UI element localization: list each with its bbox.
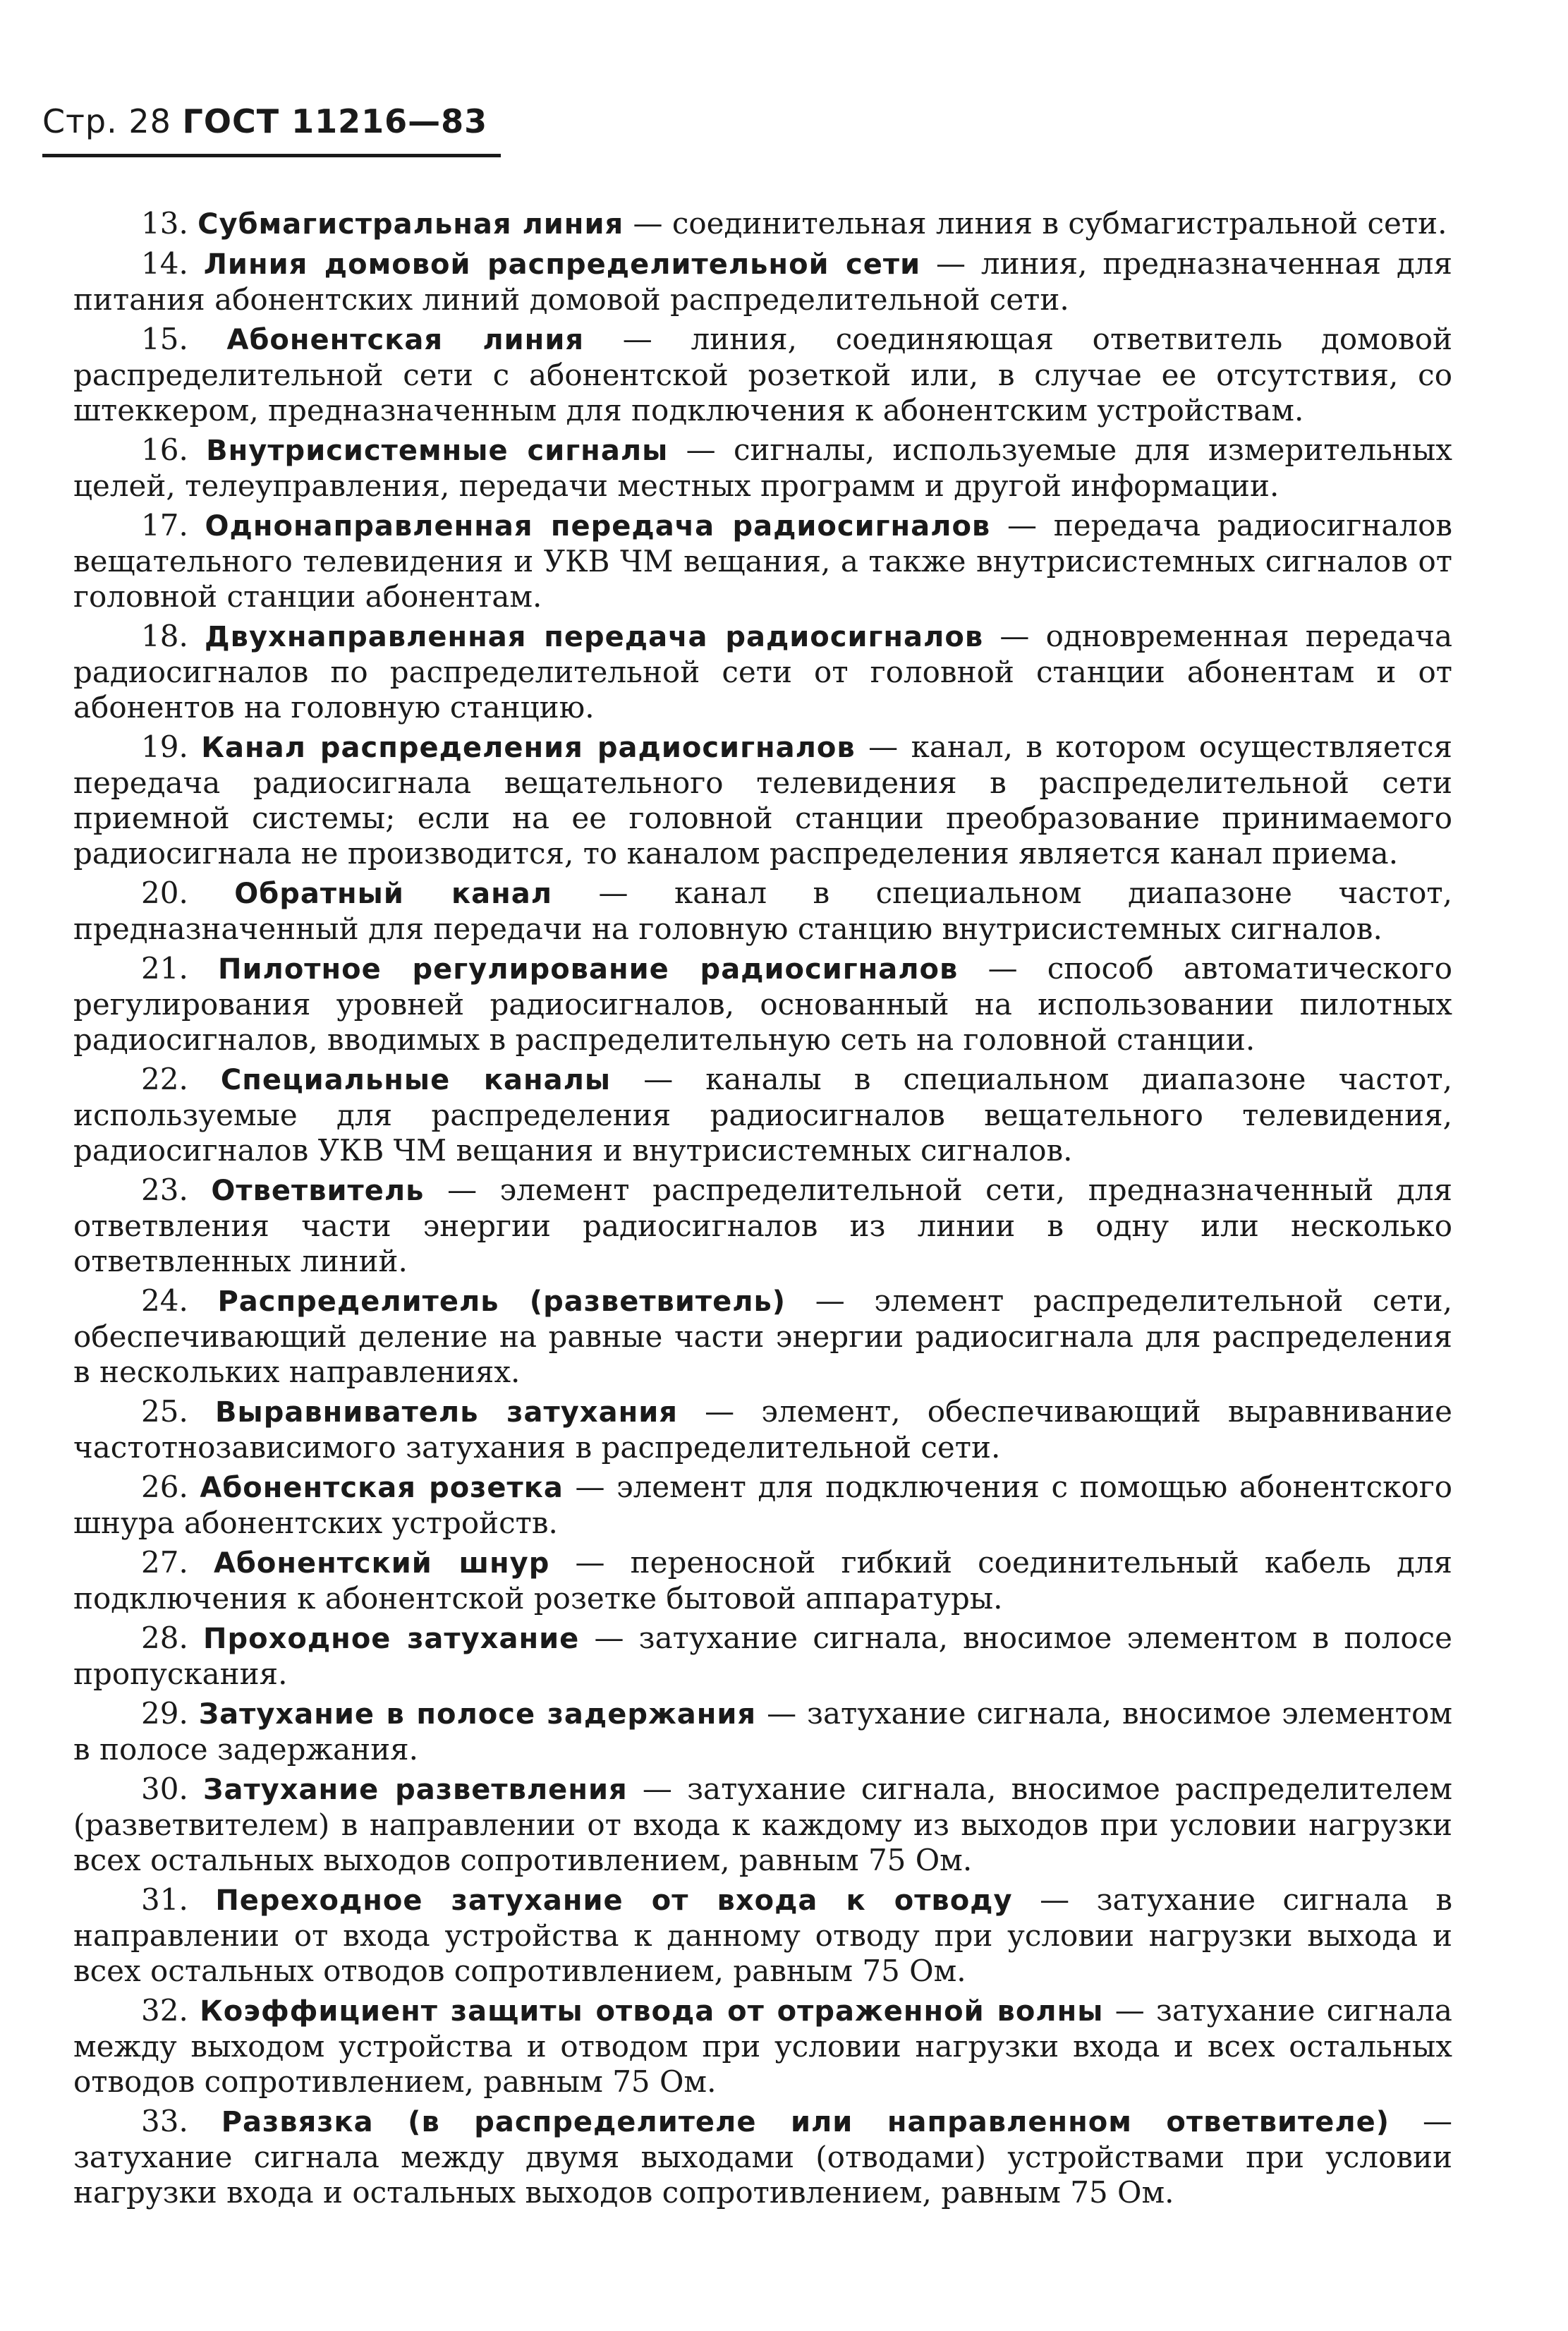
term-entry-20 [73,876,1452,947]
term-entry-24 [73,1283,1452,1390]
term-definition: — затухание сигнала, вносимое распределителем (разветвителем) в направлении от входа к каждому из выходов при условии нагрузки всех остальных выходов сопротивлением, равным 75 Ом. [73,1772,1453,1877]
term-entry-21 [73,951,1452,1058]
term-entry-23 [73,1173,1452,1279]
term-entry-30 [73,1772,1452,1878]
entry-number: 29. [141,1696,188,1731]
term-definition: — линия, соединяющая ответвитель домовой распределительной сети с абонентской розеткой или, в случае ее отсутствия, со штеккером, предназначенным для подключения к абонентским устройствам. [73,322,1452,428]
term-name: Канал распределения радиосигналов [201,732,856,764]
terms-list [73,206,1452,2215]
term-definition: — элемент распределительной сети, предназначенный для ответвления части энергии радиосигналов из линии в одну или несколько ответвленных линий. [73,1173,1452,1278]
term-name: Распределитель (разветвитель) [217,1285,786,1318]
term-definition: — сигналы, используемые для измерительных целей, телеуправления, передачи местных программ и другой информации. [73,432,1452,503]
entry-number: 25. [141,1394,188,1429]
entry-number: 16. [141,432,188,467]
term-definition: — одновременная передача радиосигналов по распределительной сети от головной станции абонентам и от абонентов на головную станцию. [73,619,1453,725]
term-definition: — элемент для подключения с помощью абонентского шнура абонентских устройств. [73,1470,1452,1540]
entry-number: 13. [141,206,188,241]
term-name: Двухнаправленная передача радиосигналов [205,621,984,653]
term-name: Затухание в полосе задержания [198,1698,757,1731]
term-name: Ответвитель [211,1175,425,1207]
term-name: Специальные каналы [220,1064,612,1096]
term-name: Проходное затухание [203,1623,580,1655]
term-name: Обратный канал [234,878,553,910]
term-entry-33 [73,2104,1452,2210]
term-entry-19 [73,729,1452,871]
term-entry-31 [73,1882,1452,1989]
term-definition: — элемент, обеспечивающий выравнивание частотнозависимого затухания в распределительной сети. [73,1394,1453,1465]
term-name: Пилотное регулирование радиосигналов [218,953,959,986]
term-definition: — канал в специальном диапазоне частот, предназначенный для передачи на головную станцию внутрисистемных сигналов. [73,876,1452,946]
term-definition: — затухание сигнала, вносимое элементом в полосе пропускания. [73,1621,1453,1691]
term-entry-28 [73,1621,1452,1692]
entry-number: 17. [141,508,188,543]
page-header [42,102,487,140]
entry-number: 24. [141,1283,188,1318]
term-name: Развязка (в распределителе или направленном ответвителе) [221,2106,1390,2138]
entry-number: 15. [141,322,188,356]
term-definition: — соединительная линия в субмагистральной сети. [633,206,1447,241]
term-definition: — затухание сигнала в направлении от входа устройства к данному отводу при условии нагрузки выхода и всех остальных отводов сопротивлением, равным 75 Ом. [73,1882,1452,1988]
entry-number: 14. [141,246,188,281]
header-rule [42,154,501,157]
term-name: Субмагистральная линия [197,208,624,241]
term-definition: — способ автоматического регулирования уровней радиосигналов, основанный на использовании пилотных радиосигналов, вводимых в распределительную сеть на головной станции. [73,951,1453,1057]
term-entry-27 [73,1545,1452,1616]
entry-number: 30. [141,1772,188,1806]
page-number-label: Стр. 28 [42,102,171,140]
term-entry-16 [73,432,1452,504]
term-name: Однонаправленная передача радиосигналов [205,510,991,543]
term-definition: — затухание сигнала между двумя выходами (отводами) устройствами при условии нагрузки входа и остальных выходов сопротивлением, равным 75 Ом. [73,2104,1453,2210]
term-definition: — каналы в специальном диапазоне частот, используемые для распределения радиосигналов вещательного телевидения, радиосигналов УКВ ЧМ вещания и внутрисистемных сигналов. [73,1062,1452,1168]
term-name: Затухание разветвления [203,1774,628,1806]
term-entry-32 [73,1993,1452,2100]
term-name: Внутрисистемные сигналы [206,435,669,467]
standard-designation: ГОСТ 11216—83 [182,102,488,140]
term-entry-25 [73,1394,1452,1465]
term-name: Коэффициент защиты отвода от отраженной волны [200,1995,1104,2028]
entry-number: 21. [141,951,188,986]
entry-number: 19. [141,729,188,764]
entry-number: 27. [141,1545,188,1580]
term-definition: — линия, предназначенная для питания абонентских линий домовой распределительной сети. [73,246,1452,317]
entry-number: 32. [141,1993,188,2028]
term-definition: — передача радиосигналов вещательного телевидения и УКВ ЧМ вещания, а также внутрисистемных сигналов от головной станции абонентам. [73,508,1453,614]
entry-number: 23. [141,1173,188,1207]
entry-number: 22. [141,1062,188,1096]
term-entry-13 [73,206,1452,242]
term-name: Линия домовой распределительной сети [203,248,921,281]
entry-number: 28. [141,1621,188,1655]
term-entry-17 [73,508,1452,614]
entry-number: 18. [141,619,188,653]
term-name: Переходное затухание от входа к отводу [215,1884,1013,1917]
term-entry-29 [73,1696,1452,1767]
term-entry-18 [73,619,1452,725]
entry-number: 20. [141,876,188,910]
entry-number: 26. [141,1470,188,1504]
entry-number: 31. [141,1882,188,1917]
term-entry-26 [73,1470,1452,1541]
term-entry-15 [73,322,1452,428]
term-definition: — затухание сигнала между выходом устройства и отводом при условии нагрузки входа и всех остальных отводов сопротивлением, равным 75 Ом. [73,1993,1452,2099]
term-entry-14 [73,246,1452,317]
term-definition: — переносной гибкий соединительный кабель для подключения к абонентской розетке бытовой аппаратуры. [73,1545,1453,1616]
term-name: Абонентская розетка [200,1472,564,1504]
term-name: Абонентская линия [226,324,585,356]
term-definition: — элемент распределительной сети, обеспечивающий деление на равные части энергии радиосигнала для распределения в нескольких направлениях. [73,1283,1452,1389]
term-definition: — затухание сигнала, вносимое элементом в полосе задержания. [73,1696,1453,1767]
term-name: Абонентский шнур [213,1547,550,1580]
term-definition: — канал, в котором осуществляется передача радиосигнала вещательного телевидения в распределительной сети приемной системы; если на ее головной станции преобразование принимаемого радиосигнала не производится, то каналом распределения является канал приема. [73,729,1452,871]
entry-number: 33. [141,2104,188,2138]
term-entry-22 [73,1062,1452,1168]
term-name: Выравниватель затухания [215,1396,678,1429]
